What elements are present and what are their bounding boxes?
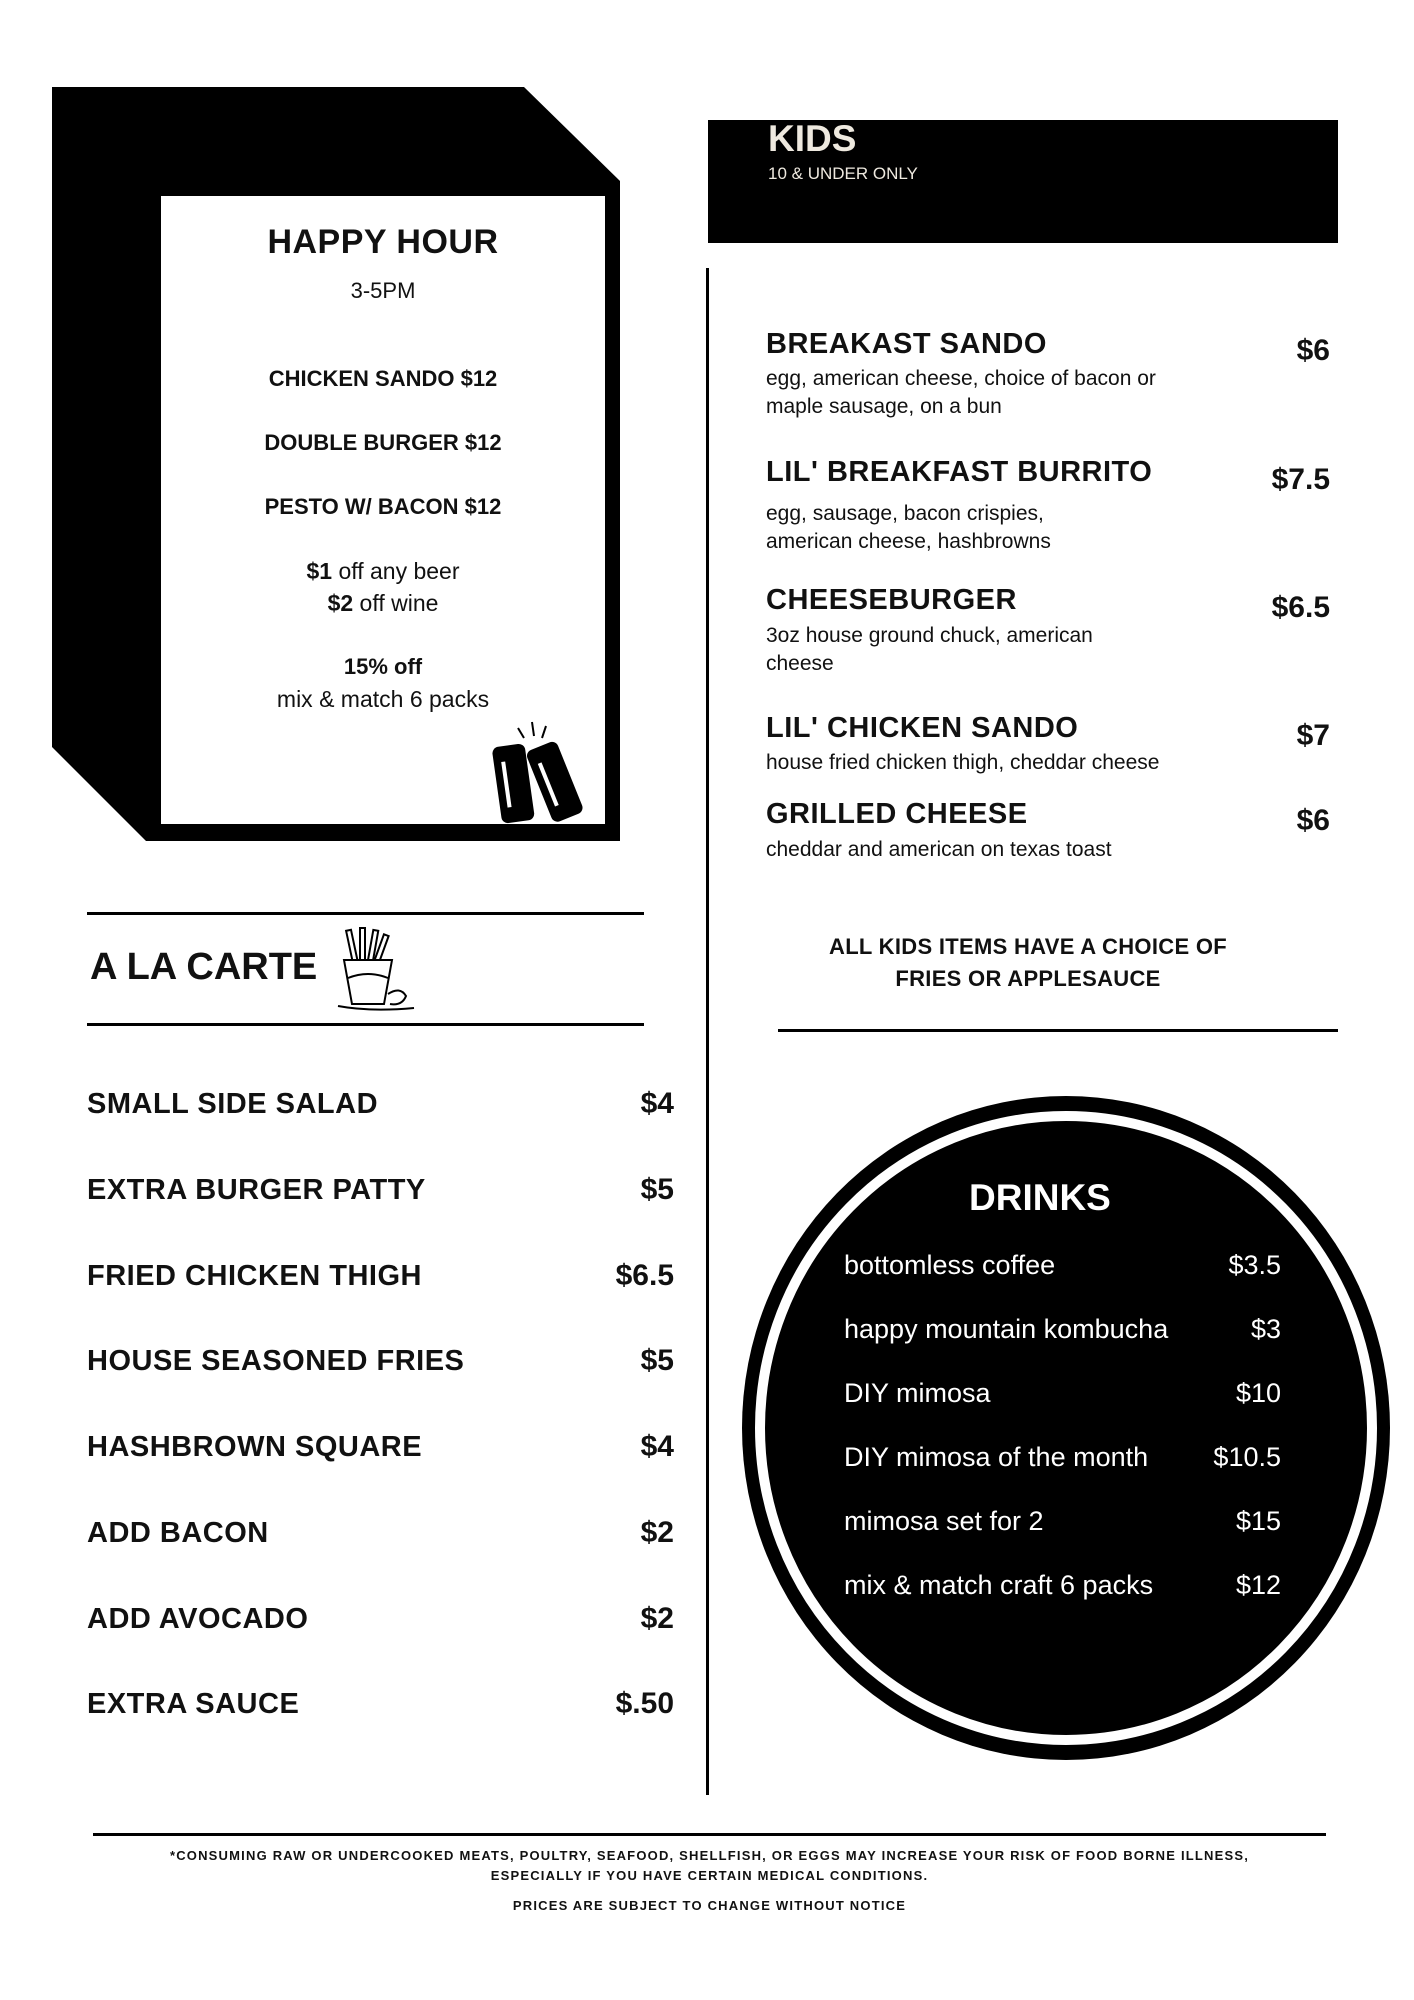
- a-la-carte-item-price: $2: [640, 1602, 674, 1635]
- kids-item-name: LIL' BREAKFAST BURRITO: [766, 456, 1153, 488]
- kids-item-desc: egg, american cheese, choice of bacon or maple sausage, on a bun: [766, 367, 1156, 418]
- a-la-carte-bottom-rule: [87, 1023, 644, 1026]
- a-la-carte-top-rule: [87, 912, 644, 915]
- beer-deal: $1 off any beer: [306, 558, 460, 584]
- drink-name: DIY mimosa: [844, 1378, 991, 1408]
- a-la-carte-item-name: ADD BACON: [87, 1517, 269, 1549]
- kids-subtitle: 10 & UNDER ONLY: [768, 164, 918, 183]
- drink-price: $3.5: [1228, 1250, 1281, 1280]
- kids-item-price: $6.5: [1271, 591, 1330, 624]
- happy-hour-item: PESTO W/ BACON $12: [264, 494, 502, 519]
- kids-bottom-rule: [778, 1029, 1338, 1032]
- kids-item-price: $7: [1296, 719, 1330, 752]
- kids-item-name: CHEESEBURGER: [766, 584, 1017, 616]
- kids-item-price: $6: [1296, 334, 1330, 367]
- drink-name: mimosa set for 2: [844, 1506, 1044, 1536]
- happy-hour-item: DOUBLE BURGER $12: [264, 430, 502, 455]
- a-la-carte-item-name: EXTRA SAUCE: [87, 1688, 300, 1720]
- kids-item-desc: house fried chicken thigh, cheddar cheese: [766, 751, 1160, 774]
- center-divider: [706, 268, 709, 1795]
- happy-hour-time: 3-5PM: [350, 278, 416, 303]
- a-la-carte-item-name: SMALL SIDE SALAD: [87, 1088, 379, 1120]
- drink-name: bottomless coffee: [844, 1250, 1056, 1280]
- a-la-carte-item-name: FRIED CHICKEN THIGH: [87, 1260, 422, 1292]
- prices-note: PRICES ARE SUBJECT TO CHANGE WITHOUT NOTICE: [512, 1898, 907, 1913]
- drink-price: $15: [1235, 1506, 1281, 1536]
- drink-price: $3: [1250, 1314, 1281, 1344]
- drink-price: $10: [1235, 1378, 1281, 1408]
- a-la-carte-title: A LA CARTE: [90, 946, 318, 988]
- a-la-carte-item-price: $6.5: [615, 1259, 674, 1292]
- footer-rule: [93, 1833, 1326, 1836]
- happy-hour-title: HAPPY HOUR: [267, 223, 499, 261]
- a-la-carte-item-name: EXTRA BURGER PATTY: [87, 1174, 426, 1206]
- drink-name: DIY mimosa of the month: [844, 1442, 1149, 1472]
- a-la-carte-item-name: HASHBROWN SQUARE: [87, 1431, 423, 1463]
- kids-item-price: $7.5: [1271, 463, 1330, 496]
- a-la-carte-item-price: $2: [640, 1516, 674, 1549]
- kids-sides-note: ALL KIDS ITEMS HAVE A CHOICE OF FRIES OR APPLESAUCE: [829, 934, 1227, 991]
- happy-hour-item: CHICKEN SANDO $12: [268, 366, 498, 391]
- a-la-carte-item-price: $5: [640, 1173, 674, 1206]
- drinks-title: DRINKS: [969, 1177, 1111, 1218]
- kids-item-name: BREAKAST SANDO: [766, 328, 1047, 360]
- packs-deal-percent: 15% off: [343, 654, 423, 679]
- beer-cans-icon: [492, 716, 602, 826]
- a-la-carte-item-price: $5: [640, 1344, 674, 1377]
- kids-item-desc: cheddar and american on texas toast: [766, 838, 1112, 861]
- a-la-carte-item-price: $4: [640, 1087, 674, 1120]
- packs-deal-label: mix & match 6 packs: [276, 686, 490, 712]
- drink-name: happy mountain kombucha: [844, 1314, 1169, 1344]
- a-la-carte-item-price: $.50: [615, 1687, 674, 1720]
- fries-icon: [330, 924, 420, 1014]
- wine-deal: $2 off wine: [327, 590, 439, 616]
- a-la-carte-item-name: ADD AVOCADO: [87, 1603, 309, 1635]
- kids-item-name: GRILLED CHEESE: [766, 798, 1028, 830]
- kids-item-name: LIL' CHICKEN SANDO: [766, 712, 1079, 744]
- drink-price: $10.5: [1213, 1442, 1281, 1472]
- kids-item-price: $6: [1296, 804, 1330, 837]
- kids-item-desc: egg, sausage, bacon crispies, american cheese, hashbrowns: [766, 502, 1051, 553]
- kids-title: KIDS: [768, 118, 857, 159]
- a-la-carte-item-name: HOUSE SEASONED FRIES: [87, 1345, 465, 1377]
- a-la-carte-item-price: $4: [640, 1430, 674, 1463]
- drink-name: mix & match craft 6 packs: [844, 1570, 1154, 1600]
- food-safety-warning: *CONSUMING RAW OR UNDERCOOKED MEATS, POULTRY, SEAFOOD, SHELLFISH, OR EGGS MAY INCREASE YOUR RISK OF FOOD BORNE ILLNESS, ESPECIALLY IF YOU HAVE CERTAIN MEDICAL CONDITIONS.: [169, 1848, 1250, 1883]
- drink-price: $12: [1235, 1570, 1281, 1600]
- kids-item-desc: 3oz house ground chuck, american cheese: [766, 624, 1093, 675]
